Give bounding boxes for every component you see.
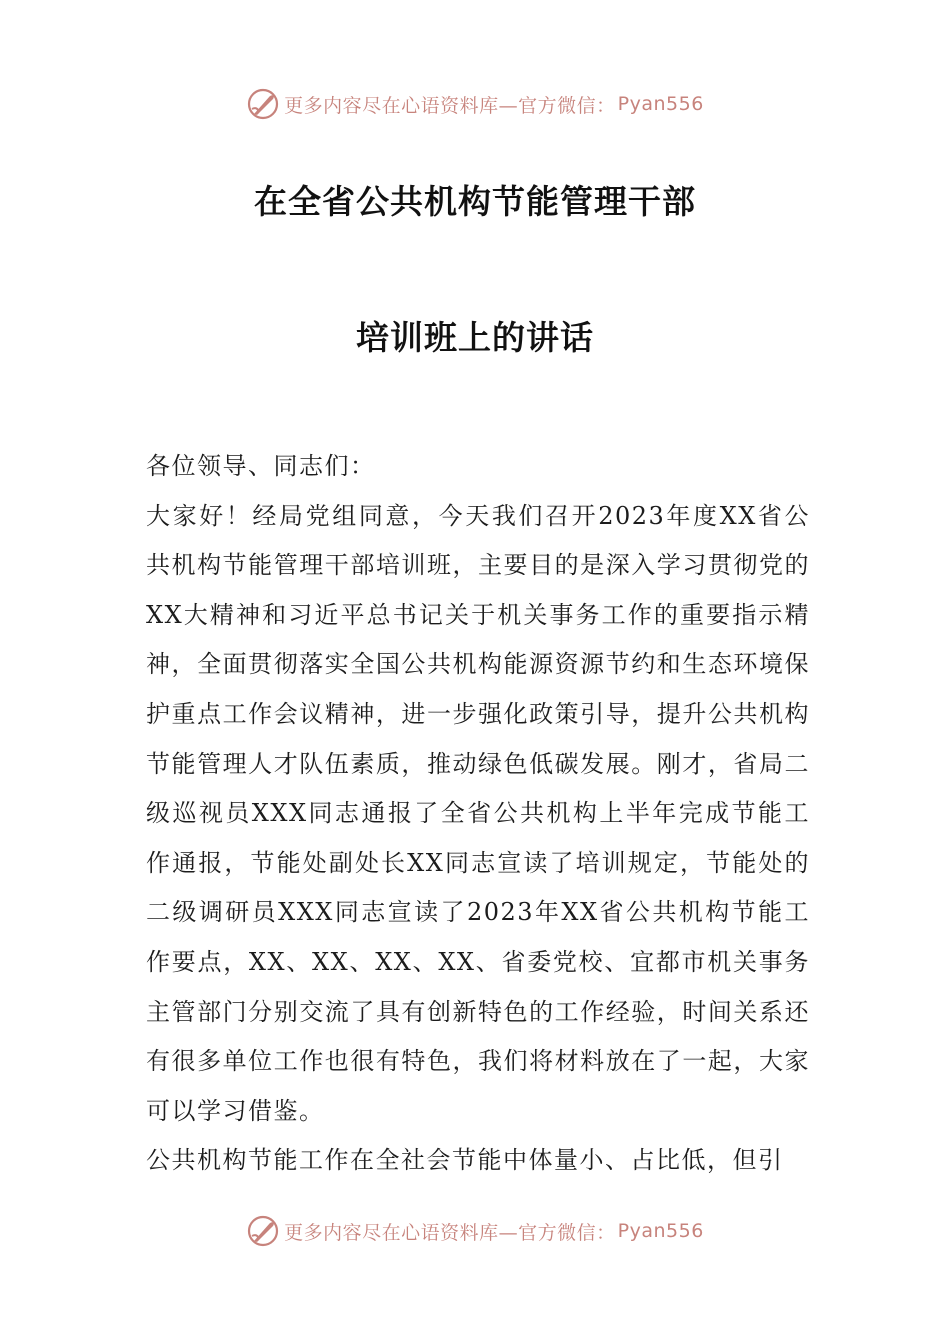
watermark-wechat-id: Pyan556 xyxy=(617,1220,704,1242)
watermark-text: 更多内容尽在心语资料库—官方微信： xyxy=(284,94,616,117)
watermark-footer xyxy=(0,1211,950,1251)
watermark-text: 更多内容尽在心语资料库—官方微信： xyxy=(284,1221,616,1244)
quill-logo-icon xyxy=(246,1214,280,1248)
document-body xyxy=(146,442,810,1186)
watermark-header xyxy=(0,84,950,124)
watermark-wechat-id: Pyan556 xyxy=(617,93,704,115)
paragraph-2: 公共机构节能工作在全社会节能中体量小、占比低，但引 xyxy=(146,1146,784,1175)
document-title-line-2: 培训班上的讲话 xyxy=(356,318,594,357)
salutation: 各位领导、同志们： xyxy=(146,452,376,480)
paragraph-1: 大家好！经局党组同意，今天我们召开2023年度XX省公共机构节能管理干部培训班，主要目的是深入学习贯彻党的XX大精神和习近平总书记关于机关事务工作的重要指示精神，全面贯彻落实全国公共机构能源资源节约和生态环境保护重点工作会议精神，进一步强化政策引导，提升公共机构节能管理人才队伍素质，推动绿色低碳发展。刚才，省局二级巡视员XXX同志通报了全省公共机构上半年完成节能工作通报，节能处副处长XX同志宣读了培训规定，节能处的二级调研员XXX同志宣读了2023年XX省公共机构节能工作要点，XX、XX、XX、XX、省委党校、宜都市机关事务主管部门分别交流了具有创新特色的工作经验，时间关系还有很多单位工作也很有特色，我们将材料放在了一起，大家可以学习借鉴。 xyxy=(146,501,810,1125)
quill-logo-icon xyxy=(246,87,280,121)
document-title-line-1: 在全省公共机构节能管理干部 xyxy=(254,182,696,221)
